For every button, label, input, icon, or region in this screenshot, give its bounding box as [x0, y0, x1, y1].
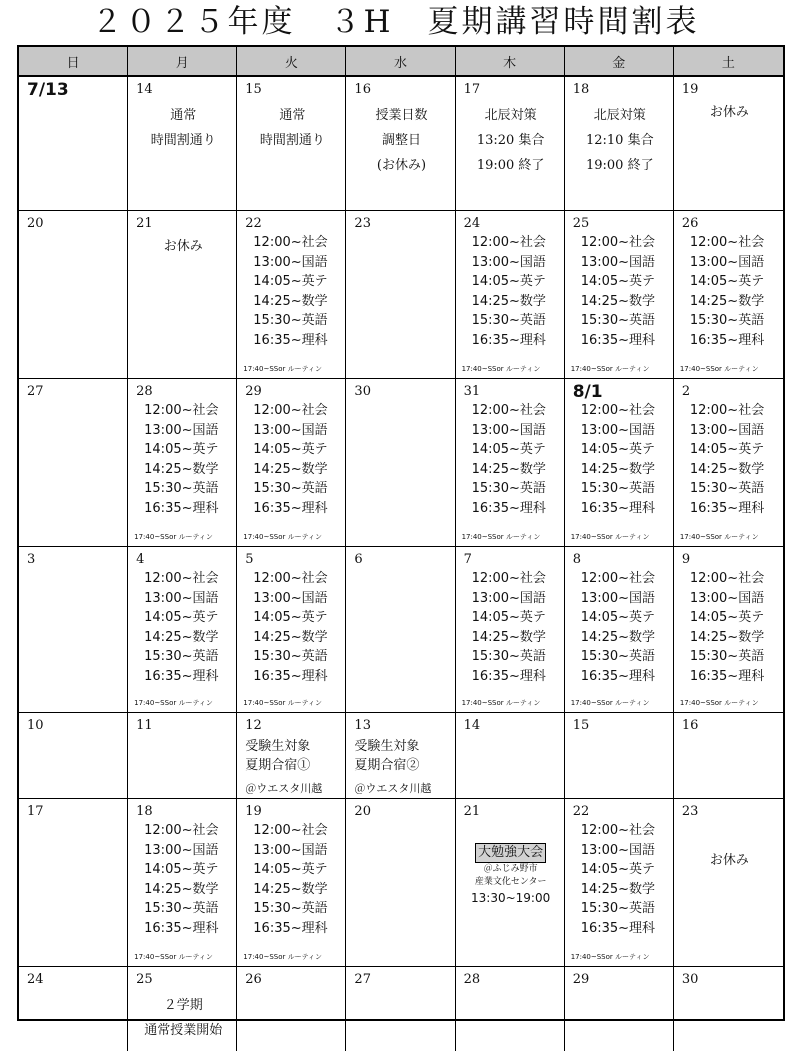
- day-cell: [346, 77, 455, 211]
- note-line: 北辰対策: [484, 108, 537, 123]
- lesson-line: 14:25~数学: [580, 881, 656, 897]
- lesson-line: 15:30~英語: [144, 649, 219, 665]
- day-number: 24: [463, 216, 481, 231]
- note-line: お休み: [709, 105, 749, 120]
- camp-notes: [354, 737, 448, 798]
- day-cell: [346, 211, 455, 379]
- day-cell: [456, 799, 565, 967]
- note-line: お休み: [163, 239, 203, 254]
- lesson-line: 15:30~英語: [580, 901, 656, 917]
- lesson-line: 13:00~国語: [689, 590, 765, 606]
- note-line: 北辰対策: [593, 108, 646, 123]
- lesson-line: 15:30~英語: [253, 481, 328, 497]
- day-number: 14: [136, 82, 153, 97]
- lesson-line: 14:25~数学: [253, 629, 328, 645]
- day-number: 9: [681, 552, 691, 567]
- day-cell: [128, 967, 237, 1051]
- lesson-schedule: [245, 569, 339, 687]
- weekday-header: 金: [565, 47, 674, 77]
- lesson-line: 15:30~英語: [471, 313, 546, 329]
- day-number: 23: [354, 216, 371, 231]
- day-cell: [674, 967, 783, 1051]
- day-number: 24: [27, 972, 44, 987]
- lesson-line: 14:05~英テ: [580, 442, 656, 458]
- lesson-line: 13:00~国語: [144, 422, 219, 438]
- day-number: 8/1: [572, 382, 603, 402]
- day-notes: [136, 103, 230, 153]
- lesson-line: 14:25~数学: [144, 629, 219, 645]
- camp-line: 夏期合宿②: [354, 758, 420, 773]
- lesson-line: 15:30~英語: [253, 313, 328, 329]
- day-number: 20: [27, 216, 44, 231]
- lesson-line: 12:00~社会: [580, 571, 656, 586]
- day-cell: [19, 379, 128, 547]
- lesson-line: 12:00~社会: [689, 235, 765, 250]
- day-number: 25: [572, 216, 590, 231]
- day-number: 28: [463, 972, 481, 987]
- day-cell: [237, 799, 346, 967]
- lesson-line: 14:25~数学: [689, 293, 765, 309]
- lesson-line: 13:00~国語: [144, 842, 219, 858]
- lesson-line: 12:00~社会: [580, 403, 656, 418]
- lesson-line: 16:35~理科: [253, 500, 328, 516]
- lesson-line: 12:00~社会: [253, 823, 328, 838]
- note-line: 12:10 集合: [585, 133, 654, 148]
- lesson-line: 14:05~英テ: [144, 442, 219, 458]
- weekday-header: 水: [346, 47, 455, 77]
- lesson-line: 13:00~国語: [471, 590, 546, 606]
- day-cell: [674, 799, 783, 967]
- note-line: 時間割通り: [150, 133, 216, 148]
- camp-location: ＠ウエスタ川越: [354, 782, 432, 795]
- lesson-line: 16:35~理科: [580, 668, 656, 684]
- day-number: 18: [572, 82, 590, 97]
- lesson-line: 15:30~英語: [253, 649, 328, 665]
- day-number: 8: [572, 552, 581, 567]
- note-line: 19:00 終了: [585, 158, 654, 173]
- lesson-line: 15:30~英語: [580, 649, 656, 665]
- lesson-line: 14:25~数学: [253, 293, 328, 309]
- day-cell: [456, 713, 565, 799]
- day-cell: [128, 547, 237, 713]
- routine-note: 17:40~SSor ルーティン: [679, 533, 759, 541]
- camp-notes: [245, 737, 339, 798]
- lesson-schedule: [245, 401, 339, 519]
- day-cell: [456, 379, 565, 547]
- routine-note: 17:40~SSor ルーティン: [243, 533, 323, 541]
- lesson-line: 14:05~英テ: [144, 610, 219, 626]
- lesson-line: 12:00~社会: [580, 235, 656, 250]
- lesson-line: 12:00~社会: [689, 403, 765, 418]
- routine-note: 17:40~SSor ルーティン: [570, 533, 650, 541]
- lesson-line: 13:00~国語: [471, 422, 546, 438]
- lesson-line: 14:25~数学: [471, 293, 546, 309]
- day-number: 16: [354, 82, 371, 97]
- day-number: 29: [245, 384, 262, 399]
- lesson-line: 14:05~英テ: [144, 862, 219, 878]
- lesson-line: 15:30~英語: [253, 901, 328, 917]
- routine-note: 17:40~SSor ルーティン: [134, 533, 213, 541]
- lesson-line: 14:25~数学: [253, 461, 328, 477]
- lesson-line: 12:00~社会: [144, 823, 219, 838]
- study-event: [464, 843, 558, 907]
- day-cell: [565, 211, 674, 379]
- routine-note: 17:40~SSor ルーティン: [461, 533, 541, 541]
- routine-note: 17:40~SSor ルーティン: [570, 365, 650, 373]
- note-line: 13:20 集合: [476, 133, 545, 148]
- day-number: 26: [245, 972, 262, 987]
- lesson-schedule: [682, 569, 777, 687]
- routine-note: 17:40~SSor ルーティン: [243, 365, 323, 373]
- lesson-line: 14:05~英テ: [689, 442, 765, 458]
- lesson-schedule: [573, 401, 667, 519]
- day-cell: [128, 713, 237, 799]
- lesson-line: 14:25~数学: [144, 461, 219, 477]
- day-notes: [354, 103, 448, 178]
- lesson-line: 13:00~国語: [471, 254, 546, 270]
- weekday-header: 月: [128, 47, 237, 77]
- event-place: ＠ふじみ野市: [483, 864, 538, 874]
- day-number: 25: [136, 972, 153, 987]
- day-number: 12: [245, 718, 262, 733]
- day-cell: [237, 967, 346, 1051]
- day-cell: [674, 211, 783, 379]
- lesson-line: 14:25~数学: [253, 881, 328, 897]
- lesson-line: 14:05~英テ: [471, 274, 546, 290]
- day-cell: [565, 379, 674, 547]
- lesson-line: 15:30~英語: [689, 481, 765, 497]
- day-number: 19: [681, 82, 699, 97]
- day-cell: [346, 967, 455, 1051]
- day-cell: [565, 799, 674, 967]
- day-number: 15: [245, 82, 262, 97]
- lesson-line: 14:05~英テ: [580, 610, 656, 626]
- lesson-line: 12:00~社会: [471, 571, 546, 586]
- day-number: 13: [354, 718, 371, 733]
- day-cell: [565, 713, 674, 799]
- lesson-schedule: [573, 569, 667, 687]
- lesson-line: 12:00~社会: [689, 571, 765, 586]
- day-cell: [237, 379, 346, 547]
- day-number: 31: [463, 384, 481, 399]
- day-cell: [19, 967, 128, 1051]
- lesson-schedule: [245, 821, 339, 939]
- routine-note: 17:40~SSor ルーティン: [243, 953, 323, 961]
- lesson-line: 15:30~英語: [580, 481, 656, 497]
- note-line: 通常: [279, 108, 306, 123]
- day-number: 28: [136, 384, 153, 399]
- lesson-schedule: [573, 821, 667, 939]
- lesson-line: 13:00~国語: [253, 590, 328, 606]
- lesson-line: 16:35~理科: [580, 332, 656, 348]
- day-cell: [456, 547, 565, 713]
- lesson-line: 15:30~英語: [471, 481, 546, 497]
- lesson-line: 14:05~英テ: [580, 274, 656, 290]
- lesson-schedule: [136, 401, 230, 519]
- lesson-line: 12:00~社会: [471, 235, 546, 250]
- day-number: 6: [354, 552, 363, 567]
- day-cell: [237, 713, 346, 799]
- routine-note: 17:40~SSor ルーティン: [679, 365, 759, 373]
- lesson-line: 14:25~数学: [580, 461, 656, 477]
- day-number: 10: [27, 718, 44, 733]
- lesson-line: 15:30~英語: [144, 901, 219, 917]
- day-number: 5: [245, 552, 254, 567]
- note-line: ２学期: [163, 998, 203, 1013]
- lesson-line: 16:35~理科: [689, 668, 765, 684]
- day-notes: [245, 103, 339, 153]
- lesson-line: 13:00~国語: [580, 254, 656, 270]
- day-cell: [346, 379, 455, 547]
- event-venue: 産業文化センター: [474, 877, 547, 887]
- note-line: (お休み): [376, 158, 427, 173]
- note-line: 時間割通り: [259, 133, 325, 148]
- day-cell: [19, 713, 128, 799]
- lesson-line: 13:00~国語: [580, 590, 656, 606]
- day-cell: [565, 967, 674, 1051]
- lesson-line: 14:25~数学: [689, 629, 765, 645]
- day-cell: [346, 799, 455, 967]
- day-number: 18: [136, 804, 153, 819]
- lesson-line: 16:35~理科: [471, 668, 546, 684]
- day-cell: [237, 547, 346, 713]
- day-number: 11: [136, 718, 153, 733]
- lesson-line: 15:30~英語: [689, 649, 765, 665]
- lesson-line: 14:25~数学: [689, 461, 765, 477]
- lesson-schedule: [682, 233, 777, 351]
- lesson-line: 15:30~英語: [689, 313, 765, 329]
- day-cell: [456, 967, 565, 1051]
- lesson-line: 13:00~国語: [253, 254, 328, 270]
- lesson-line: 16:35~理科: [689, 332, 765, 348]
- lesson-line: 14:25~数学: [471, 629, 546, 645]
- day-cell: [237, 77, 346, 211]
- day-notes: [682, 851, 777, 870]
- day-cell: [19, 211, 128, 379]
- day-number: 21: [463, 804, 481, 819]
- routine-note: 17:40~SSor ルーティン: [570, 953, 650, 961]
- event-time: 13:30~19:00: [471, 891, 551, 905]
- day-number: 23: [681, 804, 699, 819]
- routine-note: 17:40~SSor ルーティン: [679, 699, 759, 707]
- note-line: 通常: [170, 108, 197, 123]
- lesson-line: 16:35~理科: [144, 920, 219, 936]
- day-notes: [136, 993, 230, 1043]
- lesson-schedule: [136, 821, 230, 939]
- note-line: 19:00 終了: [476, 158, 545, 173]
- lesson-line: 12:00~社会: [471, 403, 546, 418]
- lesson-line: 16:35~理科: [253, 920, 328, 936]
- lesson-line: 14:05~英テ: [253, 862, 328, 878]
- lesson-line: 14:05~英テ: [689, 610, 765, 626]
- lesson-line: 14:25~数学: [471, 461, 546, 477]
- lesson-line: 16:35~理科: [580, 500, 656, 516]
- lesson-schedule: [136, 569, 230, 687]
- routine-note: 17:40~SSor ルーティン: [134, 699, 213, 707]
- lesson-line: 14:25~数学: [580, 629, 656, 645]
- day-number: 7: [463, 552, 472, 567]
- day-number: 15: [572, 718, 590, 733]
- camp-line: 受験生対象: [354, 739, 420, 754]
- lesson-line: 14:25~数学: [144, 881, 219, 897]
- routine-note: 17:40~SSor ルーティン: [461, 699, 541, 707]
- day-notes: [573, 103, 667, 178]
- lesson-line: 13:00~国語: [253, 842, 328, 858]
- lesson-line: 13:00~国語: [689, 422, 765, 438]
- day-cell: [128, 77, 237, 211]
- lesson-line: 16:35~理科: [253, 332, 328, 348]
- lesson-line: 16:35~理科: [689, 500, 765, 516]
- lesson-line: 14:05~英テ: [253, 442, 328, 458]
- day-number: 27: [27, 384, 44, 399]
- weekday-header: 日: [19, 47, 128, 77]
- lesson-line: 14:05~英テ: [580, 862, 656, 878]
- day-number: 22: [245, 216, 262, 231]
- day-number: 17: [27, 804, 44, 819]
- timetable-grid: [17, 45, 785, 1038]
- lesson-schedule: [573, 233, 667, 351]
- lesson-line: 16:35~理科: [144, 668, 219, 684]
- page-title: ２０２５年度 ３H 夏期講習時間割表: [91, 4, 700, 40]
- camp-location: ＠ウエスタ川越: [245, 782, 323, 795]
- routine-note: 17:40~SSor ルーティン: [461, 365, 541, 373]
- routine-note: 17:40~SSor ルーティン: [134, 953, 213, 961]
- day-number: 30: [354, 384, 371, 399]
- day-cell: [565, 547, 674, 713]
- lesson-line: 13:00~国語: [144, 590, 219, 606]
- day-number: 4: [136, 552, 145, 567]
- lesson-line: 12:00~社会: [253, 403, 328, 418]
- note-line: 調整日: [381, 133, 421, 148]
- day-notes: [464, 103, 558, 178]
- day-number: 27: [354, 972, 371, 987]
- day-cell: [237, 211, 346, 379]
- lesson-line: 14:05~英テ: [471, 610, 546, 626]
- lesson-line: 14:05~英テ: [253, 610, 328, 626]
- lesson-schedule: [464, 569, 558, 687]
- lesson-line: 13:00~国語: [689, 254, 765, 270]
- note-line: 通常授業開始: [144, 1023, 223, 1038]
- lesson-line: 14:25~数学: [580, 293, 656, 309]
- day-notes: [136, 237, 230, 256]
- lesson-line: 14:05~英テ: [471, 442, 546, 458]
- lesson-line: 12:00~社会: [253, 571, 328, 586]
- note-line: 授業日数: [375, 108, 428, 123]
- lesson-line: 12:00~社会: [580, 823, 656, 838]
- routine-note: 17:40~SSor ルーティン: [243, 699, 323, 707]
- day-number: 7/13: [27, 80, 69, 100]
- day-cell: [456, 211, 565, 379]
- lesson-line: 14:05~英テ: [689, 274, 765, 290]
- day-number: 14: [463, 718, 481, 733]
- lesson-line: 16:35~理科: [253, 668, 328, 684]
- lesson-line: 16:35~理科: [471, 332, 546, 348]
- lesson-line: 16:35~理科: [471, 500, 546, 516]
- day-cell: [674, 77, 783, 211]
- note-line: お休み: [709, 853, 749, 868]
- day-cell: [674, 547, 783, 713]
- lesson-schedule: [682, 401, 777, 519]
- lesson-line: 14:05~英テ: [253, 274, 328, 290]
- day-number: 19: [245, 804, 262, 819]
- day-number: 16: [681, 718, 699, 733]
- day-number: 3: [27, 552, 36, 567]
- weekday-header: 火: [237, 47, 346, 77]
- lesson-line: 12:00~社会: [253, 235, 328, 250]
- day-cell: [19, 799, 128, 967]
- lesson-line: 12:00~社会: [144, 571, 219, 586]
- lesson-line: 13:00~国語: [253, 422, 328, 438]
- day-cell: [346, 713, 455, 799]
- routine-note: 17:40~SSor ルーティン: [570, 699, 650, 707]
- day-cell: [128, 211, 237, 379]
- day-cell: [456, 77, 565, 211]
- day-cell: [674, 713, 783, 799]
- lesson-line: 12:00~社会: [144, 403, 219, 418]
- day-number: 30: [681, 972, 699, 987]
- lesson-schedule: [245, 233, 339, 351]
- lesson-line: 13:00~国語: [580, 422, 656, 438]
- lesson-line: 15:30~英語: [144, 481, 219, 497]
- day-cell: [346, 547, 455, 713]
- day-notes: [682, 103, 777, 122]
- day-cell: [19, 547, 128, 713]
- day-cell: [128, 379, 237, 547]
- day-cell: [565, 77, 674, 211]
- lesson-line: 15:30~英語: [471, 649, 546, 665]
- camp-line: 夏期合宿①: [245, 758, 311, 773]
- day-cell: [674, 379, 783, 547]
- lesson-line: 13:00~国語: [580, 842, 656, 858]
- lesson-schedule: [464, 401, 558, 519]
- weekday-header: 土: [674, 47, 783, 77]
- day-number: 2: [681, 384, 691, 399]
- day-number: 26: [681, 216, 699, 231]
- day-cell: [128, 799, 237, 967]
- day-number: 29: [572, 972, 590, 987]
- day-cell: [19, 77, 128, 211]
- day-number: 20: [354, 804, 371, 819]
- day-number: 22: [572, 804, 590, 819]
- lesson-line: 16:35~理科: [580, 920, 656, 936]
- event-name: 大勉強大会: [475, 843, 546, 863]
- lesson-schedule: [464, 233, 558, 351]
- lesson-line: 16:35~理科: [144, 500, 219, 516]
- camp-line: 受験生対象: [245, 739, 311, 754]
- day-number: 17: [463, 82, 481, 97]
- lesson-line: 15:30~英語: [580, 313, 656, 329]
- weekday-header: 木: [456, 47, 565, 77]
- day-number: 21: [136, 216, 153, 231]
